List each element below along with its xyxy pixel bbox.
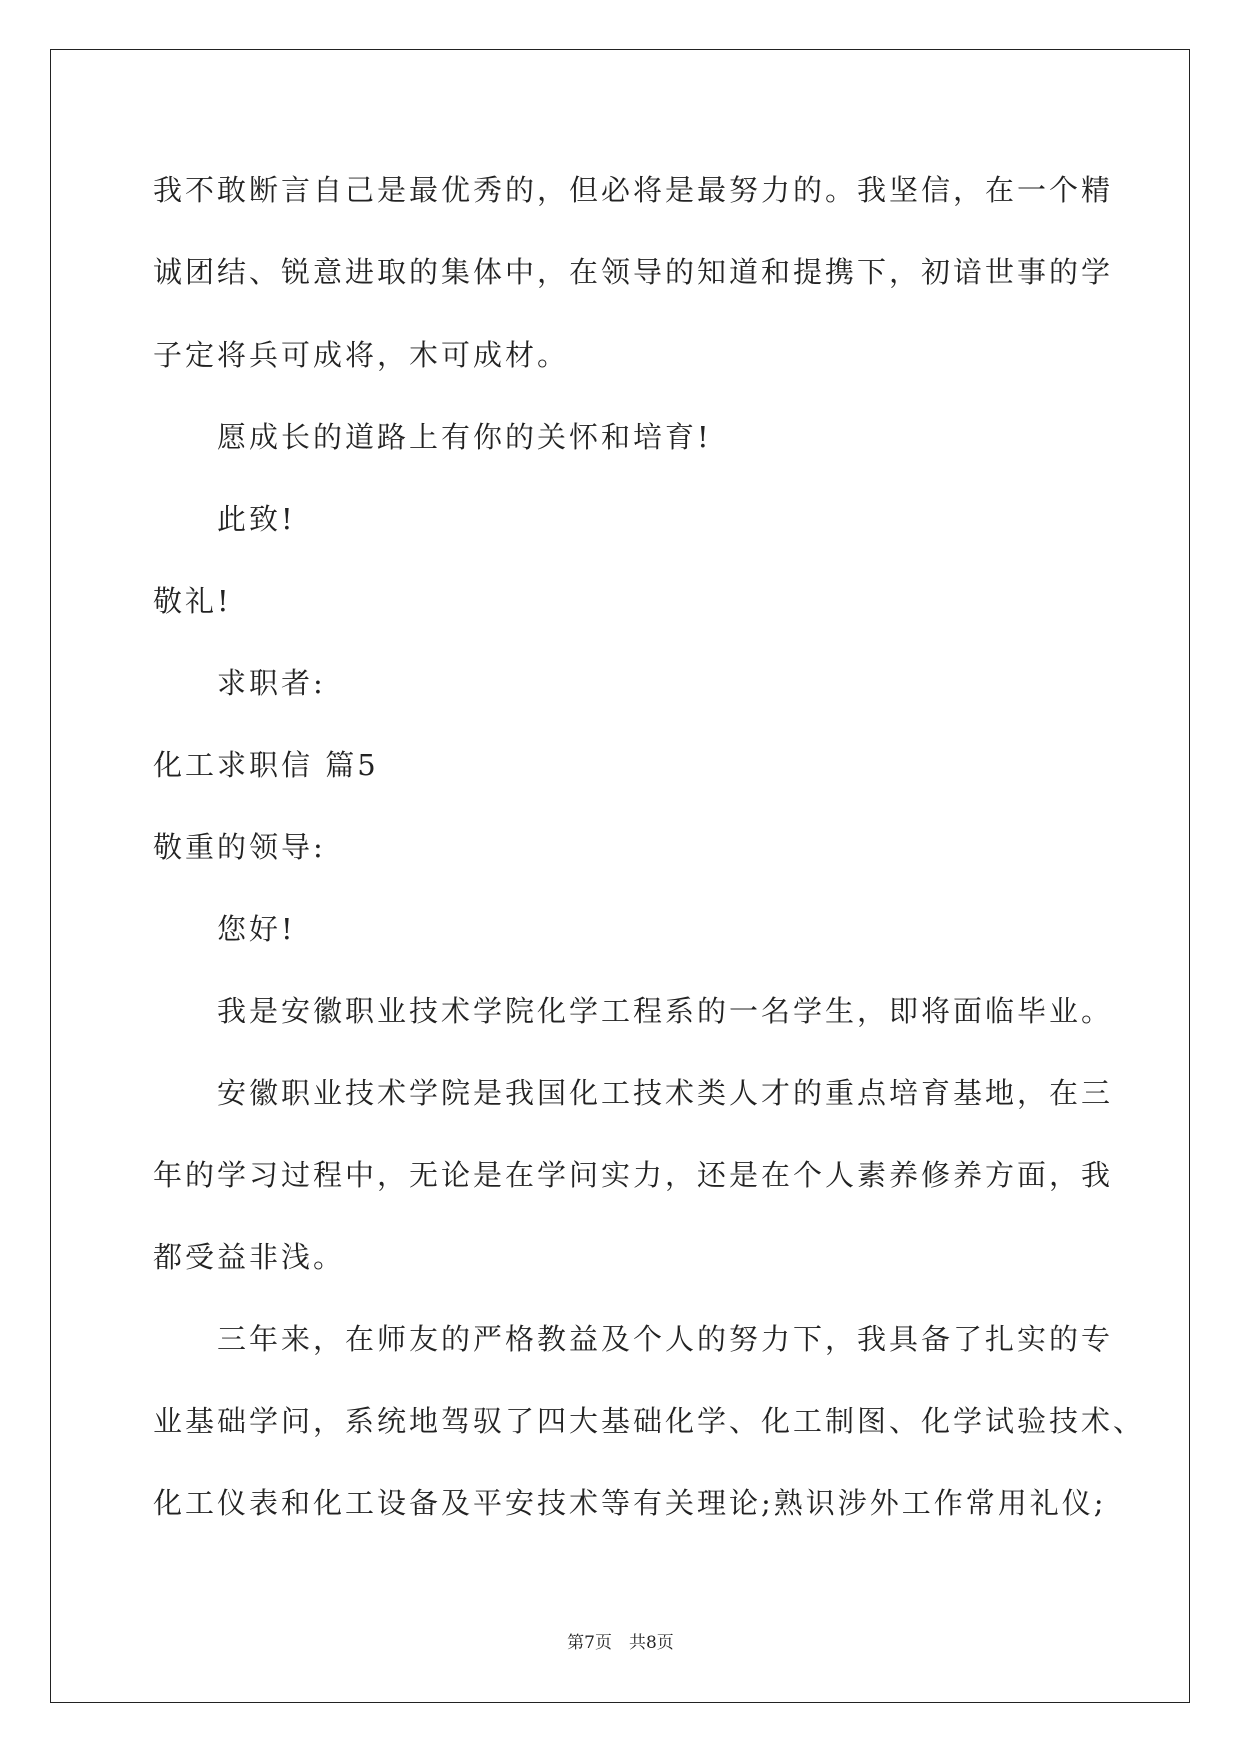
body-line-4: 愿成长的道路上有你的关怀和培育! (217, 420, 712, 454)
body-line-13: 年的学习过程中，无论是在学问实力，还是在个人素养修养方面，我 (153, 1158, 1114, 1192)
page-number-footer: 第7页 共8页 (567, 1633, 674, 1653)
signature-label: 求职者: (217, 666, 326, 700)
body-line-15: 三年来，在师友的严格教益及个人的努力下，我具备了扎实的专 (217, 1322, 1114, 1356)
body-line-16: 业基础学问，系统地驾驭了四大基础化学、化工制图、化学试验技术、 (153, 1404, 1146, 1438)
page-border (50, 49, 1190, 1703)
body-line-3: 子定将兵可成将，木可成材。 (153, 338, 570, 372)
body-line-1: 我不敢断言自己是最优秀的，但必将是最努力的。我坚信，在一个精 (153, 173, 1114, 207)
section-heading: 化工求职信 篇5 (153, 748, 379, 782)
closing-salutation: 此致! (217, 502, 296, 536)
greeting-hello: 您好! (217, 912, 296, 946)
closing-respect: 敬礼! (153, 584, 232, 618)
body-line-11: 我是安徽职业技术学院化学工程系的一名学生，即将面临毕业。 (217, 994, 1114, 1028)
body-line-14: 都受益非浅。 (153, 1240, 346, 1274)
greeting: 敬重的领导: (153, 830, 326, 864)
body-line-2: 诚团结、锐意进取的集体中，在领导的知道和提携下，初谙世事的学 (153, 255, 1114, 289)
body-line-12: 安徽职业技术学院是我国化工技术类人才的重点培育基地，在三 (217, 1076, 1114, 1110)
body-line-17: 化工仪表和化工设备及平安技术等有关理论;熟识涉外工作常用礼仪; (153, 1486, 1107, 1520)
